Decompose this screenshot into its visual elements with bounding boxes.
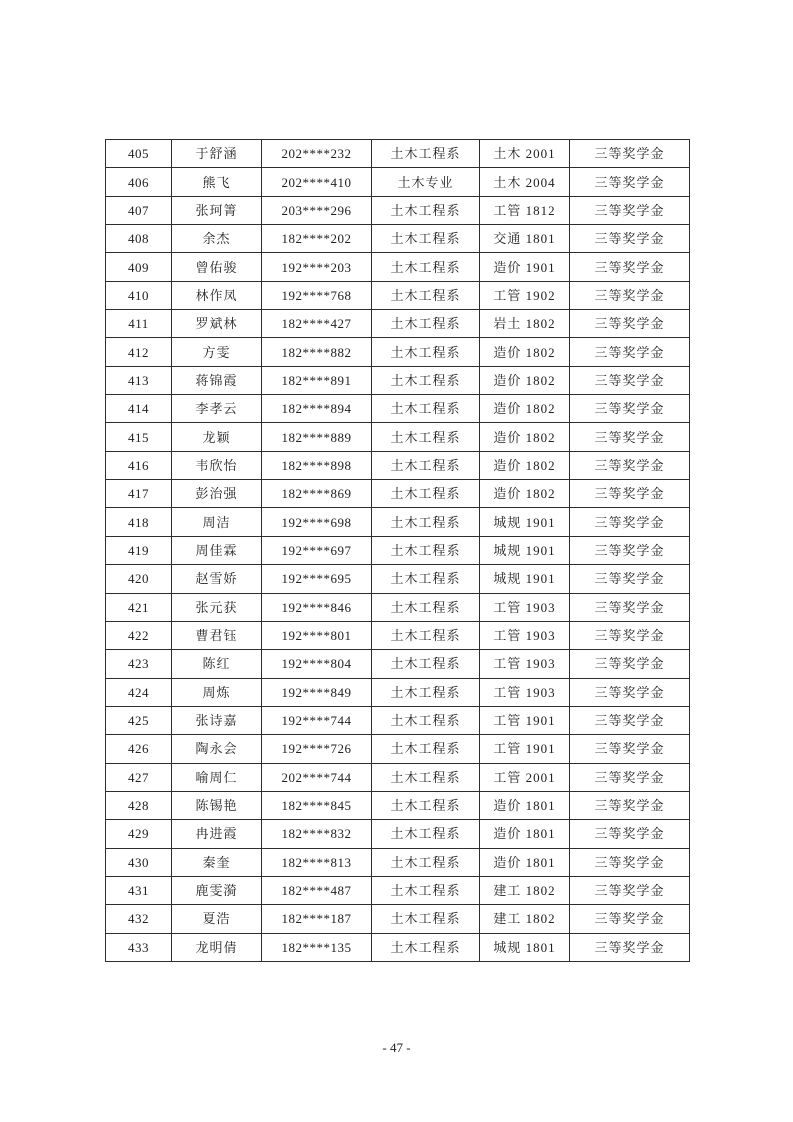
student-name-cell: 蒋锦霞 (172, 366, 262, 394)
award-cell: 三等奖学金 (570, 621, 690, 649)
table-row (106, 338, 690, 366)
department-cell: 土木工程系 (372, 480, 480, 508)
table-row (106, 480, 690, 508)
student-name-cell: 熊飞 (172, 168, 262, 196)
class-name-cell: 工管 1903 (480, 621, 570, 649)
student-name-cell: 龙明倩 (172, 933, 262, 961)
row-number-cell: 432 (106, 905, 172, 933)
department-cell: 土木工程系 (372, 366, 480, 394)
scholarship-table (105, 139, 690, 962)
student-id-cell: 182****813 (262, 848, 372, 876)
student-id-cell: 182****427 (262, 310, 372, 338)
student-name-cell: 林作凤 (172, 281, 262, 309)
row-number-cell: 416 (106, 451, 172, 479)
student-id-cell: 182****882 (262, 338, 372, 366)
award-cell: 三等奖学金 (570, 848, 690, 876)
row-number-cell: 428 (106, 791, 172, 819)
student-name-cell: 周洁 (172, 508, 262, 536)
department-cell: 土木工程系 (372, 791, 480, 819)
row-number-cell: 418 (106, 508, 172, 536)
class-name-cell: 造价 1801 (480, 848, 570, 876)
class-name-cell: 工管 2001 (480, 763, 570, 791)
student-id-cell: 192****801 (262, 621, 372, 649)
row-number-cell: 415 (106, 423, 172, 451)
student-id-cell: 192****846 (262, 593, 372, 621)
student-name-cell: 李孝云 (172, 395, 262, 423)
table-row (106, 565, 690, 593)
student-id-cell: 192****804 (262, 650, 372, 678)
student-name-cell: 鹿雯漪 (172, 876, 262, 904)
class-name-cell: 城规 1901 (480, 536, 570, 564)
table-row (106, 763, 690, 791)
department-cell: 土木工程系 (372, 905, 480, 933)
row-number-cell: 407 (106, 196, 172, 224)
class-name-cell: 造价 1802 (480, 480, 570, 508)
award-cell: 三等奖学金 (570, 366, 690, 394)
row-number-cell: 419 (106, 536, 172, 564)
student-name-cell: 赵雪娇 (172, 565, 262, 593)
award-cell: 三等奖学金 (570, 451, 690, 479)
student-name-cell: 张元获 (172, 593, 262, 621)
class-name-cell: 造价 1802 (480, 451, 570, 479)
student-name-cell: 喻周仁 (172, 763, 262, 791)
row-number-cell: 411 (106, 310, 172, 338)
student-name-cell: 陶永会 (172, 735, 262, 763)
table-row (106, 310, 690, 338)
award-cell: 三等奖学金 (570, 225, 690, 253)
row-number-cell: 433 (106, 933, 172, 961)
table-row (106, 281, 690, 309)
student-id-cell: 182****832 (262, 820, 372, 848)
row-number-cell: 429 (106, 820, 172, 848)
student-id-cell: 182****889 (262, 423, 372, 451)
award-cell: 三等奖学金 (570, 253, 690, 281)
award-cell: 三等奖学金 (570, 820, 690, 848)
class-name-cell: 城规 1901 (480, 508, 570, 536)
table-row (106, 196, 690, 224)
row-number-cell: 408 (106, 225, 172, 253)
student-name-cell: 余杰 (172, 225, 262, 253)
student-name-cell: 张珂箐 (172, 196, 262, 224)
class-name-cell: 造价 1802 (480, 423, 570, 451)
table-row (106, 366, 690, 394)
row-number-cell: 426 (106, 735, 172, 763)
student-name-cell: 龙颖 (172, 423, 262, 451)
department-cell: 土木工程系 (372, 536, 480, 564)
award-cell: 三等奖学金 (570, 650, 690, 678)
award-cell: 三等奖学金 (570, 876, 690, 904)
student-id-cell: 202****744 (262, 763, 372, 791)
department-cell: 土木工程系 (372, 423, 480, 451)
department-cell: 土木工程系 (372, 763, 480, 791)
student-name-cell: 张诗嘉 (172, 706, 262, 734)
department-cell: 土木工程系 (372, 593, 480, 621)
department-cell: 土木工程系 (372, 451, 480, 479)
student-id-cell: 192****744 (262, 706, 372, 734)
row-number-cell: 406 (106, 168, 172, 196)
student-id-cell: 192****203 (262, 253, 372, 281)
scholarship-table-body (106, 140, 690, 962)
student-name-cell: 陈红 (172, 650, 262, 678)
student-name-cell: 冉进霞 (172, 820, 262, 848)
page-number: - 47 - (382, 1040, 411, 1055)
table-row (106, 735, 690, 763)
department-cell: 土木工程系 (372, 395, 480, 423)
student-name-cell: 秦奎 (172, 848, 262, 876)
award-cell: 三等奖学金 (570, 565, 690, 593)
student-id-cell: 192****849 (262, 678, 372, 706)
class-name-cell: 工管 1903 (480, 593, 570, 621)
row-number-cell: 410 (106, 281, 172, 309)
class-name-cell: 工管 1901 (480, 706, 570, 734)
class-name-cell: 造价 1802 (480, 395, 570, 423)
row-number-cell: 405 (106, 140, 172, 168)
student-name-cell: 周炼 (172, 678, 262, 706)
student-id-cell: 182****487 (262, 876, 372, 904)
class-name-cell: 造价 1802 (480, 338, 570, 366)
department-cell: 土木工程系 (372, 338, 480, 366)
student-name-cell: 曹君钰 (172, 621, 262, 649)
class-name-cell: 建工 1802 (480, 876, 570, 904)
student-name-cell: 夏浩 (172, 905, 262, 933)
student-id-cell: 182****202 (262, 225, 372, 253)
award-cell: 三等奖学金 (570, 281, 690, 309)
row-number-cell: 414 (106, 395, 172, 423)
table-row (106, 253, 690, 281)
row-number-cell: 430 (106, 848, 172, 876)
row-number-cell: 424 (106, 678, 172, 706)
class-name-cell: 造价 1901 (480, 253, 570, 281)
student-name-cell: 陈锡艳 (172, 791, 262, 819)
award-cell: 三等奖学金 (570, 338, 690, 366)
department-cell: 土木工程系 (372, 820, 480, 848)
class-name-cell: 城规 1901 (480, 565, 570, 593)
award-cell: 三等奖学金 (570, 423, 690, 451)
department-cell: 土木工程系 (372, 621, 480, 649)
student-name-cell: 曾佑骏 (172, 253, 262, 281)
student-id-cell: 182****891 (262, 366, 372, 394)
table-row (106, 536, 690, 564)
row-number-cell: 431 (106, 876, 172, 904)
row-number-cell: 423 (106, 650, 172, 678)
table-row (106, 933, 690, 961)
class-name-cell: 土木 2001 (480, 140, 570, 168)
table-row (106, 706, 690, 734)
award-cell: 三等奖学金 (570, 763, 690, 791)
table-row (106, 650, 690, 678)
table-row (106, 905, 690, 933)
row-number-cell: 421 (106, 593, 172, 621)
table-row (106, 225, 690, 253)
table-row (106, 140, 690, 168)
award-cell: 三等奖学金 (570, 310, 690, 338)
department-cell: 土木工程系 (372, 706, 480, 734)
table-row (106, 593, 690, 621)
table-row (106, 621, 690, 649)
row-number-cell: 427 (106, 763, 172, 791)
row-number-cell: 420 (106, 565, 172, 593)
table-row (106, 876, 690, 904)
award-cell: 三等奖学金 (570, 933, 690, 961)
department-cell: 土木工程系 (372, 140, 480, 168)
award-cell: 三等奖学金 (570, 735, 690, 763)
award-cell: 三等奖学金 (570, 678, 690, 706)
department-cell: 土木工程系 (372, 735, 480, 763)
department-cell: 土木工程系 (372, 310, 480, 338)
row-number-cell: 417 (106, 480, 172, 508)
department-cell: 土木工程系 (372, 196, 480, 224)
department-cell: 土木工程系 (372, 565, 480, 593)
class-name-cell: 建工 1802 (480, 905, 570, 933)
student-id-cell: 192****726 (262, 735, 372, 763)
row-number-cell: 412 (106, 338, 172, 366)
student-id-cell: 182****898 (262, 451, 372, 479)
student-id-cell: 182****894 (262, 395, 372, 423)
student-name-cell: 于舒涵 (172, 140, 262, 168)
student-id-cell: 203****296 (262, 196, 372, 224)
class-name-cell: 造价 1802 (480, 366, 570, 394)
class-name-cell: 造价 1801 (480, 791, 570, 819)
table-row (106, 820, 690, 848)
award-cell: 三等奖学金 (570, 196, 690, 224)
student-id-cell: 192****698 (262, 508, 372, 536)
award-cell: 三等奖学金 (570, 905, 690, 933)
student-id-cell: 192****695 (262, 565, 372, 593)
class-name-cell: 土木 2004 (480, 168, 570, 196)
student-id-cell: 202****410 (262, 168, 372, 196)
class-name-cell: 工管 1901 (480, 735, 570, 763)
department-cell: 土木工程系 (372, 876, 480, 904)
table-row (106, 168, 690, 196)
student-id-cell: 182****845 (262, 791, 372, 819)
class-name-cell: 造价 1801 (480, 820, 570, 848)
student-id-cell: 182****869 (262, 480, 372, 508)
award-cell: 三等奖学金 (570, 168, 690, 196)
student-name-cell: 彭治强 (172, 480, 262, 508)
student-name-cell: 周佳霖 (172, 536, 262, 564)
department-cell: 土木工程系 (372, 281, 480, 309)
award-cell: 三等奖学金 (570, 395, 690, 423)
class-name-cell: 工管 1903 (480, 678, 570, 706)
award-cell: 三等奖学金 (570, 140, 690, 168)
department-cell: 土木工程系 (372, 650, 480, 678)
class-name-cell: 工管 1902 (480, 281, 570, 309)
student-name-cell: 罗斌林 (172, 310, 262, 338)
award-cell: 三等奖学金 (570, 706, 690, 734)
award-cell: 三等奖学金 (570, 508, 690, 536)
row-number-cell: 413 (106, 366, 172, 394)
award-cell: 三等奖学金 (570, 536, 690, 564)
table-row (106, 395, 690, 423)
department-cell: 土木专业 (372, 168, 480, 196)
table-row (106, 678, 690, 706)
student-id-cell: 192****768 (262, 281, 372, 309)
class-name-cell: 城规 1801 (480, 933, 570, 961)
table-row (106, 508, 690, 536)
table-row (106, 423, 690, 451)
award-cell: 三等奖学金 (570, 480, 690, 508)
table-row (106, 451, 690, 479)
department-cell: 土木工程系 (372, 848, 480, 876)
class-name-cell: 工管 1812 (480, 196, 570, 224)
student-name-cell: 方雯 (172, 338, 262, 366)
department-cell: 土木工程系 (372, 253, 480, 281)
table-row (106, 791, 690, 819)
class-name-cell: 交通 1801 (480, 225, 570, 253)
class-name-cell: 岩土 1802 (480, 310, 570, 338)
student-id-cell: 182****187 (262, 905, 372, 933)
student-id-cell: 182****135 (262, 933, 372, 961)
department-cell: 土木工程系 (372, 933, 480, 961)
student-id-cell: 202****232 (262, 140, 372, 168)
table-row (106, 848, 690, 876)
row-number-cell: 422 (106, 621, 172, 649)
student-id-cell: 192****697 (262, 536, 372, 564)
row-number-cell: 409 (106, 253, 172, 281)
department-cell: 土木工程系 (372, 225, 480, 253)
award-cell: 三等奖学金 (570, 593, 690, 621)
department-cell: 土木工程系 (372, 508, 480, 536)
department-cell: 土木工程系 (372, 678, 480, 706)
award-cell: 三等奖学金 (570, 791, 690, 819)
student-name-cell: 韦欣怡 (172, 451, 262, 479)
class-name-cell: 工管 1903 (480, 650, 570, 678)
row-number-cell: 425 (106, 706, 172, 734)
